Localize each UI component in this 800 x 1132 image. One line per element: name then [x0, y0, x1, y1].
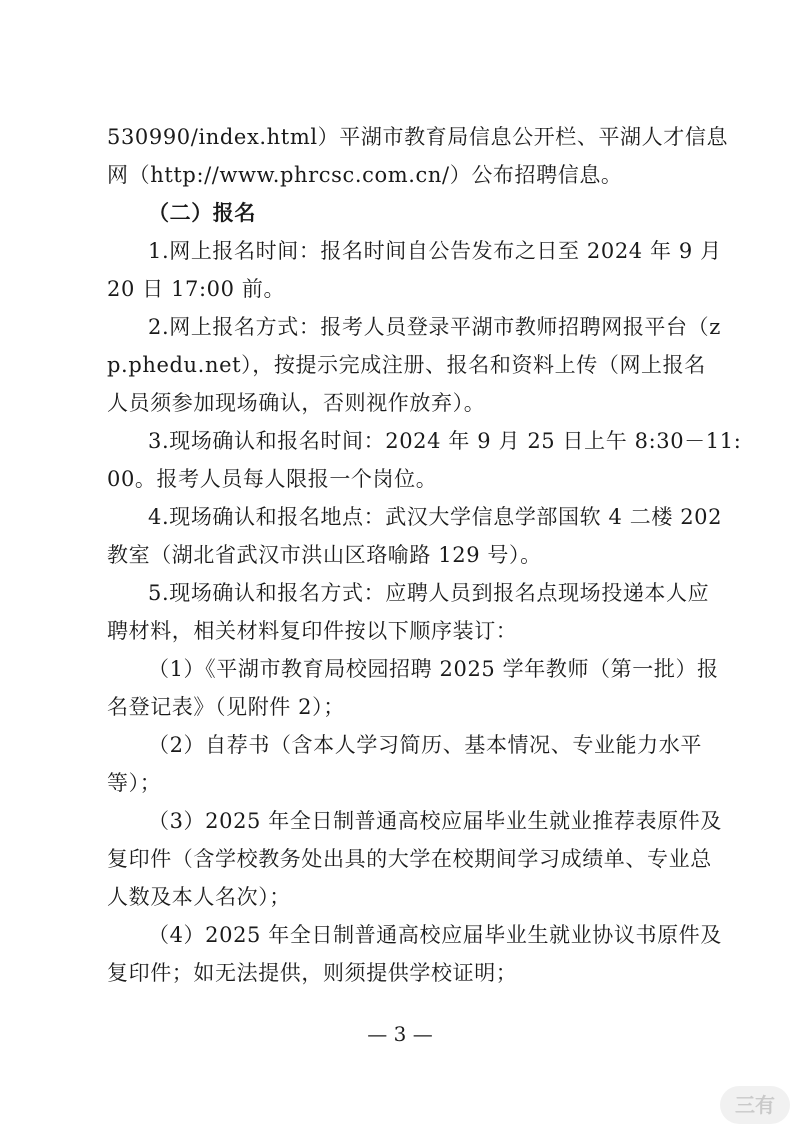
- list-item: （3）2025 年全日制普通高校应届毕业生就业推荐表原件及: [148, 809, 722, 833]
- text-line: 3.现场确认和报名时间：2024 年 9 月 25 日上午 8:30－11:: [148, 429, 742, 453]
- text-line: 4.现场确认和报名地点：武汉大学信息学部国软 4 二楼 202: [148, 505, 723, 529]
- text-line: 教室（湖北省武汉市洪山区珞喻路 129 号）。: [107, 543, 542, 567]
- text-line: 等）；: [107, 771, 162, 795]
- text-line: 名登记表》（见附件 2）；: [107, 695, 345, 719]
- watermark-logo: 三有: [720, 1086, 790, 1124]
- text-line: 人员须参加现场确认，否则视作放弃）。: [107, 391, 486, 415]
- text-line: 聘材料，相关材料复印件按以下顺序装订：: [107, 619, 518, 643]
- list-item: （4）2025 年全日制普通高校应届毕业生就业协议书原件及: [148, 923, 722, 947]
- text-line: 5.现场确认和报名方式：应聘人员到报名点现场投递本人应: [148, 581, 710, 605]
- text-line: 1.网上报名时间：报名时间自公告发布之日至 2024 年 9 月: [148, 239, 722, 263]
- text-line: 复印件；如无法提供，则须提供学校证明；: [107, 961, 518, 985]
- text-line: 00。报考人员每人限报一个岗位。: [107, 467, 438, 491]
- text-line: 20 日 17:00 前。: [107, 277, 286, 301]
- text-line: 人数及本人名次）；: [107, 885, 291, 909]
- text-line: 网（http://www.phrcsc.com.cn/）公布招聘信息。: [107, 163, 623, 187]
- list-item: （1）《平湖市教育局校园招聘 2025 学年教师（第一批）报: [148, 657, 719, 681]
- text-line: 复印件（含学校教务处出具的大学在校期间学习成绩单、专业总: [107, 847, 712, 871]
- list-item: （2）自荐书（含本人学习简历、基本情况、专业能力水平: [148, 733, 702, 757]
- text-line: 2.网上报名方式：报考人员登录平湖市教师招聘网报平台（z: [148, 315, 721, 339]
- text-line: 530990/index.html）平湖市教育局信息公开栏、平湖人才信息: [107, 125, 729, 149]
- section-heading: （二）报名: [148, 200, 256, 225]
- text-line: p.phedu.net），按提示完成注册、报名和资料上传（网上报名: [107, 353, 706, 377]
- page-number: — 3 —: [367, 1022, 433, 1046]
